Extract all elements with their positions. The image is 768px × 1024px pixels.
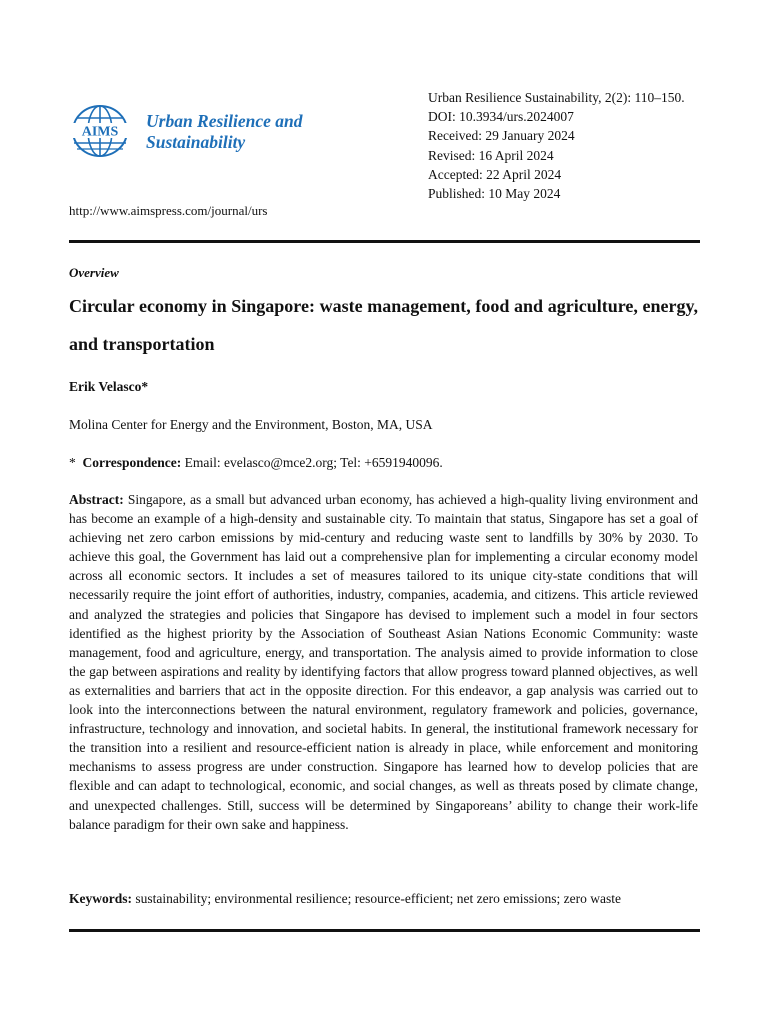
keywords-label: Keywords: [69,891,132,906]
author: Erik Velasco* [69,379,149,394]
abstract [69,490,698,834]
article-title: Circular economy in Singapore: waste management, food and agriculture, energy, and transportation [69,296,698,354]
bottom-divider [69,929,700,932]
accepted-date: Accepted: 22 April 2024 [428,166,562,182]
journal-name-line2: Sustainability [146,132,246,152]
citation: Urban Resilience Sustainability, 2(2): 110–150. [428,90,685,105]
correspondence [69,455,443,471]
correspondence-text: Email: evelasco@mce2.org; Tel: +6591940096. [181,455,443,470]
abstract-text: Singapore, as a small but advanced urban economy, has achieved a high-quality living environment and has become an example of a high-density and sustainable city. To maintain that status, Singapore has set a goal of achieving net zero carbon emissions by mid-century and reducing waste sent to landfills by 30% by 2030. To achieve this goal, the Government has laid out a comprehensive plan for implementing a circular economy model across all economic sectors. It includes a set of measures tailored to its unique city-state conditions that will necessarily require the joint effort of authorities, industry, companies, academia, and citizens. This article reviewed and analyzed the strategies and policies that Singapore has devised to implement such a model in four sectors identified as the highest priority by the Association of Southeast Asian Nations Economic Community: waste management, food and agriculture, energy, and transportation. The analysis aimed to provide information to close the gap between aspirations and reality by identifying factors that allow progress toward planned objectives, as well as externalities and barriers that act in the opposite direction. For this endeavor, a gap analysis was carried out to look into the interconnections between the natural environment, regulatory framework and policies, governance, infrastructure, technology and innovation, and societal habits. In general, the institutional framework necessary for the transition into a resilient and resource-efficient nation is already in place, while enforcement and monitoring mechanisms to assess progress are under construction. Singapore has learned how to develop policies that are flexible and can adapt to technological, economic, and social changes, as well as threats posed by climate change, and unexpected challenges. Still, success will be determined by Singaporeans’ ability to change their work-life balance paradigm for their own sake and happiness. [69,492,698,832]
publication-meta [428,88,685,203]
top-divider [69,240,700,243]
keywords-text: sustainability; environmental resilience; resource-efficient; net zero emissions; zero waste [132,891,621,906]
received-date: Received: 29 January 2024 [428,128,575,144]
affiliation: Molina Center for Energy and the Environment, Boston, MA, USA [69,417,433,432]
correspondence-marker: * [69,455,76,470]
abstract-label: Abstract: [69,492,124,507]
keywords [69,891,700,907]
journal-name [146,111,303,153]
correspondence-label: Correspondence: [82,455,182,470]
doi: DOI: 10.3934/urs.2024007 [428,109,574,125]
svg-text:AIMS: AIMS [81,124,119,140]
journal-name-line1: Urban Resilience and [146,111,303,131]
section-label: Overview [69,265,119,280]
journal-url: http://www.aimspress.com/journal/urs [69,203,268,218]
published-date: Published: 10 May 2024 [428,186,561,202]
aims-globe-logo-icon [70,104,130,158]
revised-date: Revised: 16 April 2024 [428,147,554,163]
